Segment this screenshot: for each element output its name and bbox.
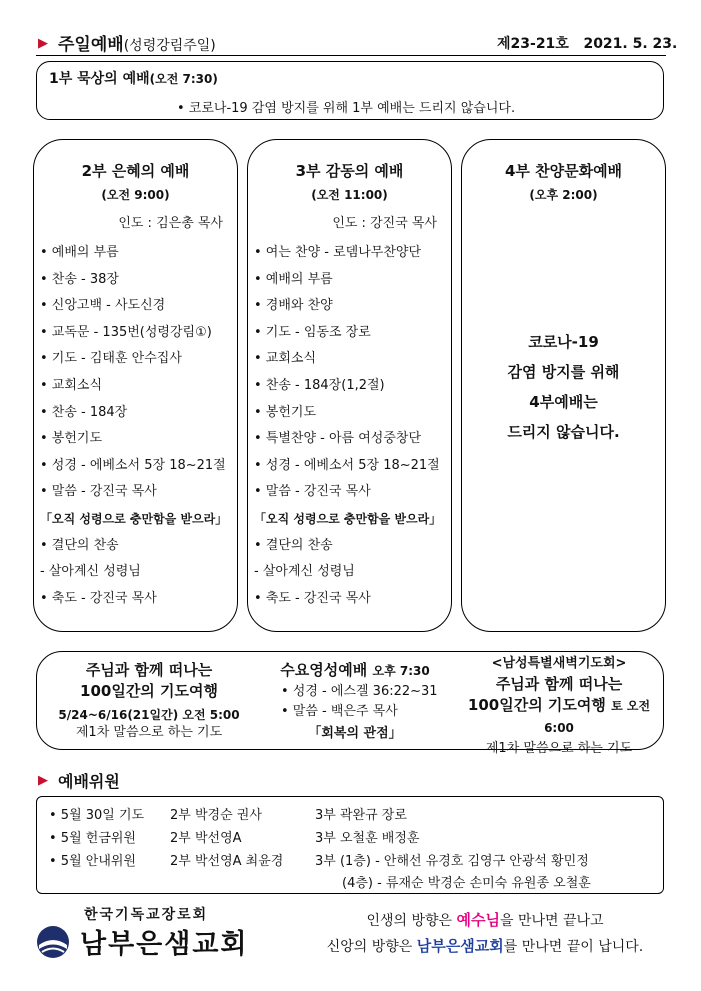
service1-title [49, 68, 218, 88]
slogan-line1 [300, 909, 670, 930]
committee-row-b: 2부 박선영A 최윤경 [170, 854, 284, 869]
committee-title: 예배위원 [58, 772, 120, 791]
header-arrow-icon: ▶ [38, 36, 48, 51]
order-item: • 기도 - 임동조 장로 [254, 324, 371, 340]
order-item: • 경배와 찬양 [254, 298, 333, 314]
wednesday-sermon: 「회복의 관점」 [308, 726, 402, 741]
service3-time: (오전 11:00) [311, 188, 388, 202]
committee-arrow-icon: ▶ [38, 773, 48, 788]
prayer-journey [39, 660, 259, 743]
denomination-name: 한국기독교장로회 [84, 907, 209, 923]
page-subtitle: (성령강림주일) [123, 38, 216, 54]
service2-title: 2부 은혜의 예배 [81, 162, 190, 180]
order-item: • 봉헌기도 [40, 431, 103, 447]
church-logo-icon [36, 925, 70, 959]
order-item: • 찬송 - 38장 [40, 271, 119, 287]
service4-message-line: 드리지 않습니다. [507, 423, 620, 441]
order-item: • 결단의 찬송 [254, 537, 333, 553]
committee-box [36, 796, 664, 894]
committee-row-b: 2부 박경순 권사 [170, 808, 262, 823]
issue-date: 2021. 5. 23. [583, 36, 678, 52]
order-item: • 교회소식 [254, 351, 317, 367]
committee-row-a: • 5월 30일 기도 [49, 808, 145, 823]
service1-time: (오전 7:30) [149, 72, 218, 86]
service3-box [247, 139, 452, 632]
order-item: • 말씀 - 강진국 목사 [40, 484, 157, 500]
slogan-line1-highlight: 예수님 [456, 911, 500, 929]
wednesday-service [255, 660, 455, 741]
order-item: • 교회소식 [40, 377, 103, 393]
slogan-line2 [300, 935, 670, 956]
service3-order-list [254, 240, 441, 612]
wednesday-item: • 성경 - 에스겔 36:22~31 [281, 684, 438, 699]
service2-box [33, 139, 238, 632]
service4-title: 4부 찬양문화예배 [504, 162, 623, 180]
order-item: • 신앙고백 - 사도신경 [40, 298, 166, 314]
prayer-journey-period: 5/24~6/16(21일간) 오전 5:00 [58, 708, 240, 722]
committee-row-b: 2부 박선영A [170, 831, 242, 846]
service1-box [36, 61, 664, 120]
dawn-prayer-desc: 제1차 말씀으로 하는 기도 [485, 741, 633, 756]
issue-number: 제23-21호 [497, 36, 569, 52]
order-item: • 여는 찬양 - 로뎀나무찬양단 [254, 245, 422, 260]
order-item: • 예배의 부름 [40, 245, 119, 260]
slogan-line2-post: 를 만나면 끝이 납니다. [503, 939, 644, 955]
page-title [58, 30, 216, 55]
dawn-prayer-heading: <남성특별새벽기도회> [491, 656, 627, 671]
committee-row-c: 3부 곽완규 장로 [315, 808, 407, 823]
church-name: 남부은샘교회 [80, 929, 249, 960]
service1-title-text: 1부 묵상의 예배 [49, 71, 150, 87]
service2-order-list [40, 240, 227, 612]
issue-info [497, 33, 677, 53]
slogan-line2-pre: 신앙의 방향은 [326, 939, 417, 955]
service2-leader: 인도 : 김은총 목사 [118, 216, 223, 231]
wednesday-title-text: 수요영성예배 [280, 661, 368, 679]
prayer-journey-desc: 제1차 말씀으로 하는 기도 [75, 725, 223, 740]
order-item: • 성경 - 에베소서 5장 18~21절 [254, 457, 440, 473]
order-item: - 살아계신 성령님 [254, 564, 355, 580]
order-item: • 성경 - 에베소서 5장 18~21절 [40, 457, 226, 473]
service4-time: (오후 2:00) [529, 188, 598, 202]
slogan-line1-post: 을 만나면 끝나고 [499, 913, 604, 929]
committee-row-c: 3부 오철훈 배정훈 [315, 831, 420, 846]
order-item: • 봉헌기도 [254, 404, 317, 420]
order-item: 「오직 성령으로 충만함을 받으라」 [254, 511, 442, 526]
committee-row-a: • 5월 헌금위원 [49, 831, 136, 846]
order-item: - 살아계신 성령님 [40, 564, 141, 580]
dawn-prayer-title1: 주님과 함께 떠나는 [495, 675, 623, 693]
service4-message [462, 327, 665, 447]
slogan-line1-pre: 인생의 방향은 [366, 913, 457, 929]
service2-time: (오전 9:00) [101, 188, 170, 202]
order-item: • 결단의 찬송 [40, 537, 119, 553]
page-title-text: 주일예배 [58, 35, 124, 55]
special-services-box [36, 651, 664, 756]
wednesday-title [255, 660, 455, 682]
service4-box [461, 139, 666, 632]
order-item: • 찬송 - 184장 [40, 404, 128, 420]
dawn-prayer [455, 654, 663, 759]
wednesday-list [255, 682, 455, 722]
order-item: • 말씀 - 강진국 목사 [254, 484, 371, 500]
order-item: • 축도 - 강진국 목사 [254, 590, 371, 606]
prayer-journey-title1: 주님과 함께 떠나는 [85, 661, 213, 679]
slogan-line2-highlight: 남부은샘교회 [416, 937, 504, 955]
header-divider [36, 55, 666, 56]
order-item: • 교독문 - 135번(성령강림①) [40, 324, 212, 340]
service3-title: 3부 감동의 예배 [295, 162, 404, 180]
prayer-journey-title2: 100일간의 기도여행 [80, 682, 218, 700]
order-item: • 예배의 부름 [254, 271, 333, 287]
committee-row-c: 3부 (1층) - 안해선 유경호 김영구 안광석 황민정 [315, 854, 589, 869]
dawn-prayer-title2 [455, 695, 663, 739]
service4-message-line: 4부예배는 [529, 393, 598, 411]
order-item: • 축도 - 강진국 목사 [40, 590, 157, 606]
order-item: • 기도 - 김태훈 안수집사 [40, 351, 182, 367]
committee-row-a: • 5월 안내위원 [49, 854, 136, 869]
order-item: 「오직 성령으로 충만함을 받으라」 [40, 511, 228, 526]
service4-message-line: 감염 방지를 위해 [507, 363, 620, 381]
wednesday-time: 오후 7:30 [372, 664, 430, 678]
order-item: • 특별찬양 - 아름 여성중창단 [254, 431, 422, 447]
committee-extra: (4층) - 류재순 박경순 손미숙 유원종 오철훈 [342, 876, 591, 891]
service4-message-line: 코로나-19 [528, 333, 599, 351]
service1-note: • 코로나-19 감염 방지를 위해 1부 예배는 드리지 않습니다. [177, 101, 516, 116]
order-item: • 찬송 - 184장(1,2절) [254, 377, 385, 393]
service3-leader: 인도 : 강진국 목사 [332, 216, 437, 231]
dawn-prayer-time: 토 오전 6:00 [544, 699, 651, 735]
wednesday-item: • 말씀 - 백은주 목사 [281, 704, 398, 719]
dawn-prayer-title2-text: 100일간의 기도여행 [467, 696, 606, 714]
